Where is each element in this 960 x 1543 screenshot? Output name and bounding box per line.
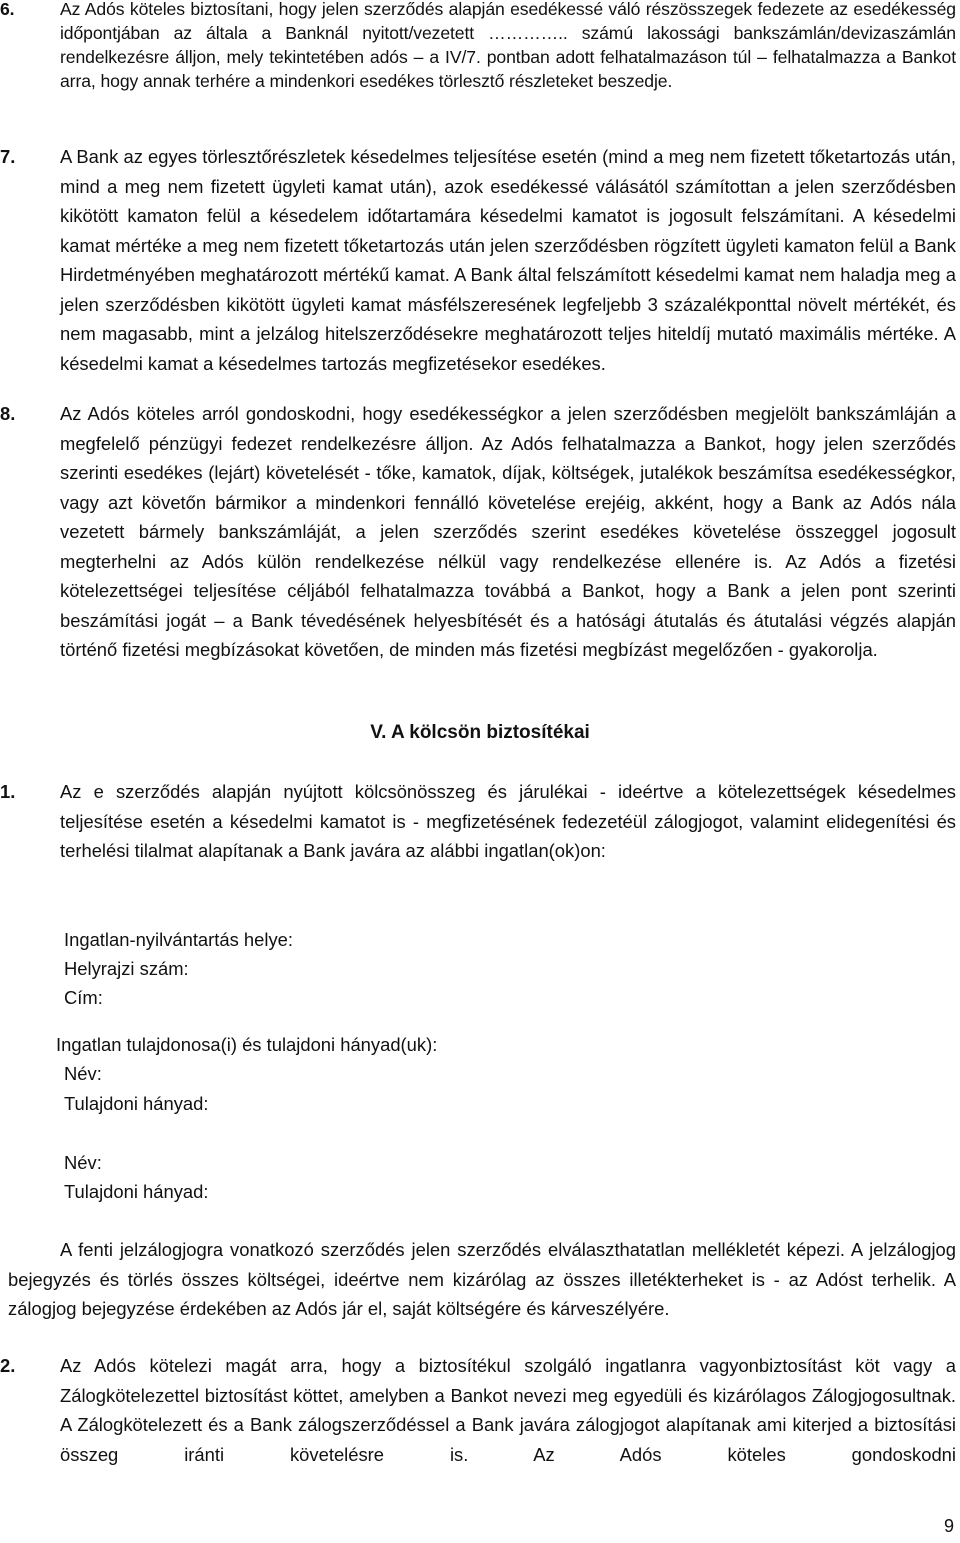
section-heading: V. A kölcsön biztosítékai xyxy=(370,722,590,743)
parcel-number-label: Helyrajzi szám: xyxy=(64,958,189,979)
clause-v-2 xyxy=(0,1351,960,1476)
clause-v-2-number: 2. xyxy=(0,1355,16,1376)
section-7 xyxy=(0,142,960,408)
section-6-number: 6. xyxy=(0,0,15,19)
owners-label: Ingatlan tulajdonosa(i) és tulajdoni hányad(uk): xyxy=(56,1034,438,1055)
address-label: Cím: xyxy=(64,987,103,1008)
owner-name-label-2: Név: xyxy=(64,1152,102,1173)
clause-v-2-text: Az Adós kötelezi magát arra, hogy a biztosítékul szolgáló ingatlanra vagyonbiztosítást köt vagy a Zálogkötelezettel biztosítást köttet, amelyben a Bankot nevezi meg egyedüli és kizárólagos Zálogjogosultnak. A Zálogkötelezett és a Bank zálogszerződéssel a Bank javára zálogjogot alapítanak ami kiterjed a biztosítási összeg iránti követelésre is. Az Adós köteles gondoskodni xyxy=(60,1355,956,1465)
section-8-text: Az Adós köteles arról gondoskodni, hogy esedékességkor a jelen szerződésben megjelölt bankszámláján a megfelelő pénzügyi fedezet rendelkezésre álljon. Az Adós felhatalmazza a Bankot, hogy jelen szerződés szerinti esedékes (lejárt) követelését - tőke, kamatok, díjak, költségek, jutalékok beszámítsa esedékességkor, vagy azt követőn bármikor a mindenkori fennálló követelése erejéig, akként, hogy a Bank az Adós nála vezetett bármely bankszámláját, a jelen szerződés szerint esedékes követelése összeggel jogosult megterhelni az Adós külön rendelkezése nélkül vagy rendelkezése ellenére is. Az Adós a fizetési kötelezettségei teljesítése céljából felhatalmazza továbbá a Bankot, hogy a Bank a jelen pont szerinti beszámítási jogát – a Bank tévedésének helyesbítését és a hatósági átutalás és átutalási végzés alapján történő fizetési megbízásokat követően, de minden más fizetési megbízást megelőzően - gyakorolja. xyxy=(60,403,956,660)
section-8-number: 8. xyxy=(0,403,16,424)
section-6-text: Az Adós köteles biztosítani, hogy jelen szerződés alapján esedékessé váló részösszegek fedezete az esedékesség időpontjában az általa a Banknál nyitott/vezetett ………….. számú lakossági bankszámlán/devizaszámlán rendelkezésre álljon, mely tekintetében adós – a IV/7. pontban adott felhatalmazáson túl – felhatalmazza a Bankot arra, hogy annak terhére a mindenkori esedékes törlesztő részleteket beszedje. xyxy=(60,0,956,91)
annex-text: A fenti jelzálogjogra vonatkozó szerződés jelen szerződés elválaszthatatlan mellékletét képezi. A jelzálogjog bejegyzés és törlés összes költségei, ideértve nem kizárólag az összes illetékterheket is - az Adóst terhelik. A zálogjog bejegyzése érdekében az Adós jár el, saját költségére és kárveszélyére. xyxy=(8,1239,956,1319)
owner-share-label-2: Tulajdoni hányad: xyxy=(64,1181,209,1202)
owner-share-label-1: Tulajdoni hányad: xyxy=(64,1093,209,1114)
section-7-text: A Bank az egyes törlesztőrészletek késedelmes teljesítése esetén (mind a meg nem fizetett tőketartozás után, mind a meg nem fizetett ügyleti kamat után), azok esedékessé válásától számítottan a jelen szerződésben kikötött kamaton felül a késedelem időtartamára késedelmi kamatot is jogosult felszámítani. A késedelmi kamat mértéke a meg nem fizetett tőketartozás után jelen szerződésben rögzített ügyleti kamaton felül a Bank Hirdetményében meghatározott mértékű kamat. A Bank által felszámított késedelmi kamat nem haladja meg a jelen szerződésben kikötött ügyleti kamat másfélszeresének legfeljebb 3 százalékponttal növelt mértékét, és nem magasabb, mint a jelzálog hitelszerződésekre meghatározott teljes hiteldíj mutató maximális mértéke. A késedelmi kamat a késedelmes tartozás megfizetésekor esedékes. xyxy=(60,146,956,374)
clause-v-1 xyxy=(0,777,960,867)
section-7-number: 7. xyxy=(0,146,16,167)
page-number: 9 xyxy=(943,1516,954,1536)
section-8 xyxy=(0,399,960,699)
section-6 xyxy=(0,0,960,141)
clause-v-1-number: 1. xyxy=(0,781,16,802)
clause-v-1-text: Az e szerződés alapján nyújtott kölcsönösszeg és járulékai - ideértve a kötelezettségek késedelmes teljesítése esetén a késedelmi kamatot is - megfizetésének fedezetéül zálogjogot, valamint elidegenítési és terhelési tilalmat alapítanak a Bank javára az alábbi ingatlan(ok)on: xyxy=(60,781,956,861)
annex-paragraph xyxy=(0,1235,960,1355)
owner-name-label-1: Név: xyxy=(64,1063,102,1084)
registry-label: Ingatlan-nyilvántartás helye: xyxy=(64,929,293,950)
